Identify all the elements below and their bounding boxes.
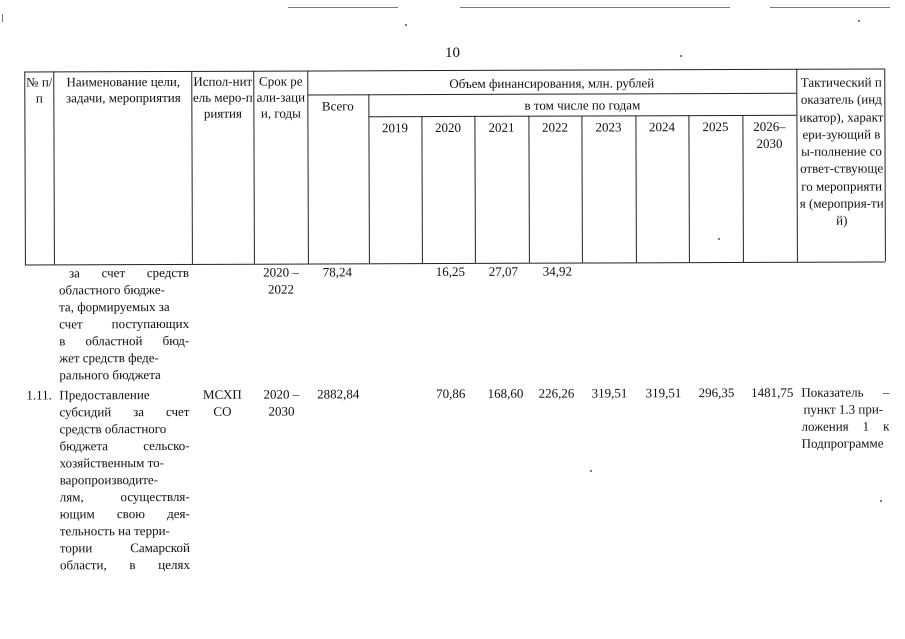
row-term bbox=[255, 264, 307, 298]
header-year: 2020 bbox=[434, 119, 461, 136]
col-divider bbox=[421, 116, 423, 263]
name-line: варопроизводите- bbox=[59, 472, 159, 488]
table-top-border bbox=[24, 68, 884, 72]
row-year-value: 226,26 bbox=[538, 385, 575, 401]
col-divider bbox=[474, 116, 476, 263]
scan-artifact-line bbox=[460, 7, 730, 8]
name-line: бюджета сельско- bbox=[59, 437, 190, 454]
row-name bbox=[59, 386, 190, 573]
name-line: лям, осуществля- bbox=[59, 488, 190, 505]
scan-artifact-line bbox=[288, 7, 398, 8]
row-year-value: 168,60 bbox=[487, 385, 524, 401]
scan-artifact-dot bbox=[880, 500, 882, 502]
col-divider bbox=[253, 71, 255, 264]
scan-artifact-dot bbox=[405, 24, 407, 26]
indicator-line: пункт 1.3 при- bbox=[803, 401, 884, 417]
term-line: 2020 – bbox=[263, 264, 299, 280]
scan-artifact-dot bbox=[590, 470, 592, 472]
header-year: 2026–2030 bbox=[753, 118, 786, 151]
row-year-value: 27,07 bbox=[488, 263, 518, 279]
name-line: в областной бюд- bbox=[59, 332, 190, 349]
scan-artifact-mark bbox=[2, 14, 3, 22]
name-line: средств областного bbox=[59, 421, 167, 437]
header-financing: Объем финансирования, млн. рублей bbox=[449, 75, 655, 92]
term-line: 2030 bbox=[268, 403, 295, 419]
col-divider bbox=[581, 116, 583, 263]
header-year: 2024 bbox=[648, 119, 675, 135]
name-line: хозяйственным то- bbox=[59, 455, 164, 471]
header-by-years: в том числе по годам bbox=[524, 97, 641, 113]
name-line: счет поступающих bbox=[59, 315, 190, 332]
name-line: ющим свою дея- bbox=[59, 505, 190, 522]
executor-line: СО bbox=[213, 403, 232, 419]
scan-artifact-line bbox=[770, 7, 890, 8]
row-num: 1.11. bbox=[26, 387, 52, 403]
row-total: 2882,84 bbox=[317, 386, 360, 402]
indicator-line: Подпрограмме bbox=[801, 435, 884, 451]
term-line: 2022 bbox=[267, 281, 295, 297]
name-line: тории Самарской bbox=[59, 539, 190, 556]
name-line: Предоставление bbox=[59, 387, 150, 403]
scan-artifact-dot bbox=[858, 20, 860, 22]
header-total: Всего bbox=[321, 98, 354, 114]
header-indicator: Тактический показатель (индикатор), характери-зующий вы-полнение соответ-ствующего мероприятия (мероприя-тий) bbox=[799, 74, 884, 229]
header-year: 2025 bbox=[702, 119, 729, 135]
col-divider bbox=[53, 71, 55, 264]
header-num: № п/п bbox=[26, 74, 53, 106]
row-year-value: 319,51 bbox=[591, 385, 628, 401]
row-name bbox=[59, 264, 189, 383]
name-line: жет средств феде- bbox=[59, 350, 159, 366]
row-executor bbox=[193, 386, 251, 420]
col-divider bbox=[635, 115, 637, 262]
row-year-value: 319,51 bbox=[645, 385, 682, 401]
header-term: Срок реали-зации, годы bbox=[256, 73, 306, 121]
header-year: 2022 bbox=[541, 119, 568, 135]
header-year: 2019 bbox=[381, 120, 408, 136]
row-year-value: 1481,75 bbox=[751, 384, 794, 400]
header-year: 2021 bbox=[488, 119, 515, 135]
row-year-value: 296,35 bbox=[698, 385, 735, 401]
executor-line: МСХП bbox=[203, 386, 242, 402]
col-divider bbox=[688, 115, 690, 262]
header-year: 2023 bbox=[595, 119, 622, 135]
col-divider bbox=[528, 116, 530, 263]
row-year-value: 34,92 bbox=[542, 263, 572, 279]
name-line: тельность на терри- bbox=[59, 522, 170, 539]
term-line: 2020 – bbox=[263, 386, 300, 402]
name-line: та, формируемых за bbox=[59, 298, 170, 315]
row-year-value: 70,86 bbox=[436, 385, 466, 402]
row-term bbox=[255, 386, 307, 420]
name-line: за счет средств bbox=[68, 264, 189, 281]
scan-artifact-dot bbox=[718, 238, 720, 240]
page-number: 10 bbox=[445, 45, 460, 61]
name-line: областного бюдже- bbox=[58, 282, 165, 298]
row-indicator bbox=[801, 383, 889, 451]
row-total: 78,24 bbox=[322, 264, 352, 280]
name-line: области, в целях bbox=[59, 556, 190, 573]
name-line: субсидий за счет bbox=[59, 403, 190, 420]
name-line: рального бюджета bbox=[59, 367, 161, 383]
indicator-line: Показатель – bbox=[801, 384, 890, 400]
header-name: Наименование цели, задачи, мероприятия bbox=[65, 73, 181, 106]
indicator-line: ложения 1 к bbox=[801, 418, 890, 434]
row-year-value: 16,25 bbox=[435, 263, 465, 280]
header-executor: Испол-нитель меро-приятия bbox=[192, 73, 253, 121]
